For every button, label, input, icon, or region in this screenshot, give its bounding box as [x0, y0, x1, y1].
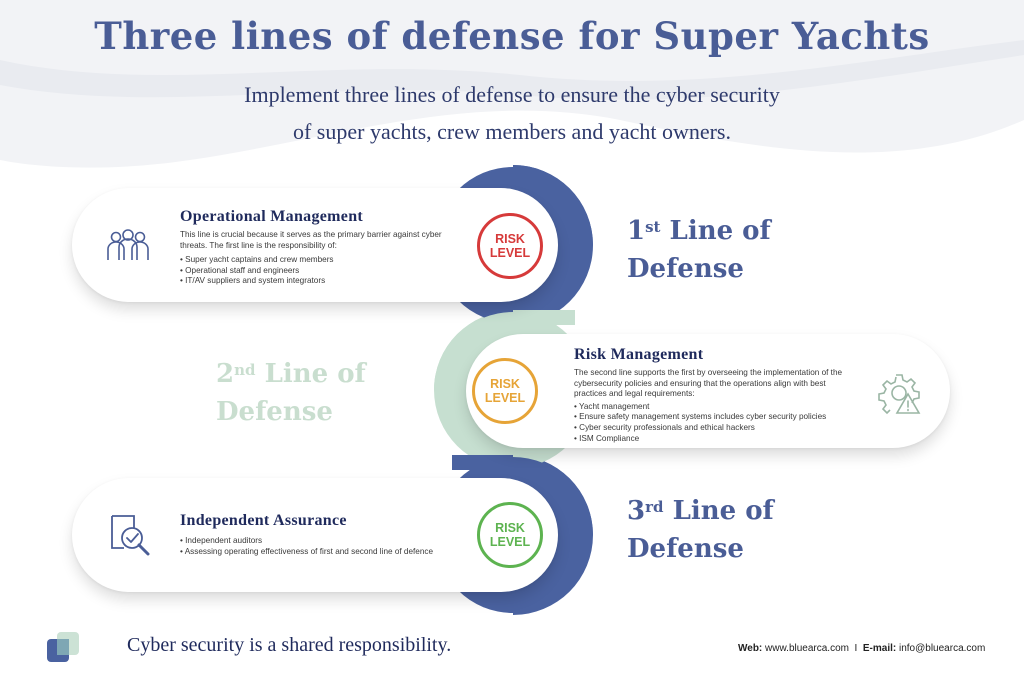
team-people-icon	[104, 228, 152, 262]
gear-warning-icon	[878, 372, 922, 416]
ordinal-suffix: nd	[234, 361, 256, 379]
card-description: This line is crucial because it serves as the primary barrier against cyber threats. The first line is the responsibility of:	[180, 230, 442, 250]
contact-separator: I	[854, 643, 858, 654]
ordinal-suffix: st	[645, 218, 661, 236]
card-bullet-list	[574, 402, 844, 444]
card-heading: Operational Management	[180, 208, 364, 225]
risk-level-badge-2	[472, 358, 538, 424]
bluearca-logo-icon	[45, 630, 81, 664]
level-word: LEVEL	[489, 246, 531, 260]
card-risk-management	[466, 334, 950, 448]
list-item: • Cyber security professionals and ethical hackers	[574, 423, 844, 434]
list-item: • Yacht management	[574, 402, 844, 413]
defense-text: Defense	[627, 254, 744, 284]
page-subtitle	[212, 76, 812, 150]
footer-tagline: Cyber security is a shared responsibility.	[127, 634, 452, 656]
ordinal-suffix: rd	[645, 498, 664, 516]
list-item: • ISM Compliance	[574, 434, 844, 445]
list-item: • Independent auditors	[180, 536, 480, 547]
ordinal-number: 2	[216, 359, 235, 389]
ordinal-number: 3	[627, 496, 646, 526]
card-bullet-list	[180, 536, 480, 557]
risk-word: RISK	[495, 521, 525, 535]
line-label-2	[216, 355, 366, 431]
email-link[interactable]: info@bluearca.com	[899, 643, 986, 654]
card-heading: Independent Assurance	[180, 512, 347, 529]
line-of-text: Line of	[264, 359, 366, 389]
web-link[interactable]: www.bluearca.com	[765, 643, 849, 654]
risk-word: RISK	[490, 377, 520, 391]
line-label-3	[627, 492, 774, 568]
line-label-1	[627, 212, 771, 288]
list-item: • Assessing operating effectiveness of first and second line of defence	[180, 547, 480, 558]
audit-check-magnifier-icon	[108, 512, 152, 556]
line-of-text: Line of	[669, 216, 771, 246]
email-label: E-mail:	[862, 643, 897, 654]
page-title: Three lines of defense for Super Yachts	[94, 14, 930, 58]
footer-contact	[738, 643, 985, 654]
defense-text: Defense	[627, 534, 744, 564]
risk-level-badge-1	[477, 213, 543, 279]
list-item: • Operational staff and engineers	[180, 266, 470, 277]
ordinal-number: 1	[627, 216, 646, 246]
list-item: • IT/AV suppliers and system integrators	[180, 276, 470, 287]
card-bullet-list	[180, 255, 470, 287]
level-word: LEVEL	[489, 535, 531, 549]
level-word: LEVEL	[484, 391, 526, 405]
line-of-text: Line of	[672, 496, 774, 526]
risk-level-badge-3	[477, 502, 543, 568]
subtitle-line-2: of super yachts, crew members and yacht owners.	[292, 119, 731, 144]
card-heading: Risk Management	[574, 346, 704, 363]
list-item: • Ensure safety management systems includes cyber security policies	[574, 412, 844, 423]
list-item: • Super yacht captains and crew members	[180, 255, 470, 266]
card-description: The second line supports the first by overseeing the implementation of the cybersecurity policies and ensuring that the operations align with best practices and legal requirements:	[574, 368, 843, 399]
defense-text: Defense	[216, 397, 333, 427]
subtitle-line-1: Implement three lines of defense to ensure the cyber security	[244, 82, 780, 107]
risk-word: RISK	[495, 232, 525, 246]
web-label: Web:	[738, 643, 763, 654]
